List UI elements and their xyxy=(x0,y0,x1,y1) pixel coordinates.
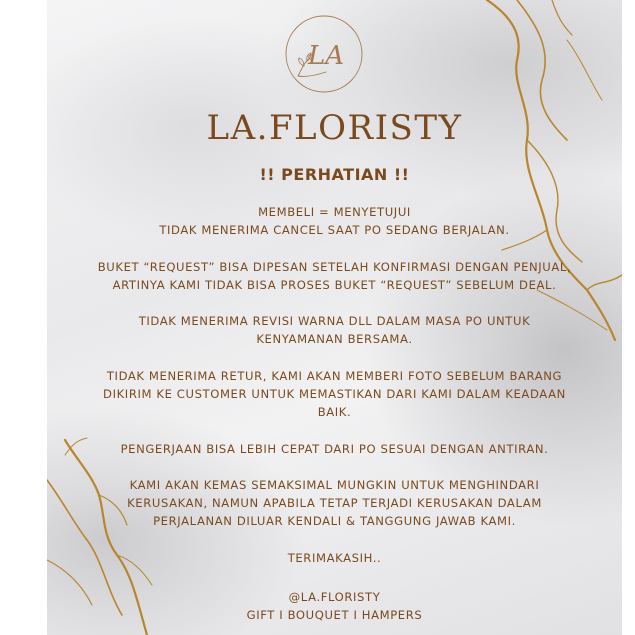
notice-line: TIDAK MENERIMA REVISI WARNA DLL DALAM MASA PO UNTUK xyxy=(138,314,531,329)
tagline: GIFT I BOUQUET I HAMPERS xyxy=(246,608,423,623)
logo-circle-icon xyxy=(284,14,364,94)
notice-line: KENYAMANAN BERSAMA. xyxy=(256,332,413,347)
notice-line: TIDAK MENERIMA CANCEL SAAT PO SEDANG BERJALAN. xyxy=(159,223,510,238)
notice-heading: !! PERHATIAN !! xyxy=(259,165,410,184)
notice-line: KAMI AKAN KEMAS SEMAKSIMAL MUNGKIN UNTUK MENGHINDARI xyxy=(129,477,540,492)
notice-card xyxy=(47,0,622,635)
brand-title: LA.FLORISTY xyxy=(206,108,463,148)
brand-logo xyxy=(284,14,364,94)
notice-line: ARTINYA KAMI TIDAK BISA PROSES BUKET “REQUEST” SEBELUM DEAL. xyxy=(112,277,557,292)
notice-line: PENGERJAAN BISA LEBIH CEPAT DARI PO SESUAI DENGAN ANTIRAN. xyxy=(120,441,549,456)
social-handle: @LA.FLORISTY xyxy=(288,590,381,604)
notice-line: BUKET “REQUEST” BISA DIPESAN SETELAH KONFIRMASI DENGAN PENJUAL, xyxy=(97,259,572,274)
notice-body xyxy=(67,203,602,585)
notice-line: TIDAK MENERIMA RETUR, KAMI AKAN MEMBERI FOTO SEBELUM BARANG xyxy=(106,368,563,383)
footer xyxy=(47,588,622,624)
notice-line: KERUSAKAN, NAMUN APABILA TETAP TERJADI KERUSAKAN DALAM xyxy=(127,496,542,511)
thanks-line: TERIMAKASIH.. xyxy=(287,550,382,565)
notice-line: DIKIRIM KE CUSTOMER UNTUK MEMASTIKAN DARI KAMI DALAM KEADAAN xyxy=(103,386,566,401)
notice-line: PERJALANAN DILUAR KENDALI & TANGGUNG JAWAB KAMI. xyxy=(153,514,516,529)
svg-text:LA: LA xyxy=(307,41,345,71)
notice-line: MEMBELI = MENYETUJUI xyxy=(258,205,411,219)
notice-line: BAIK. xyxy=(317,405,352,420)
